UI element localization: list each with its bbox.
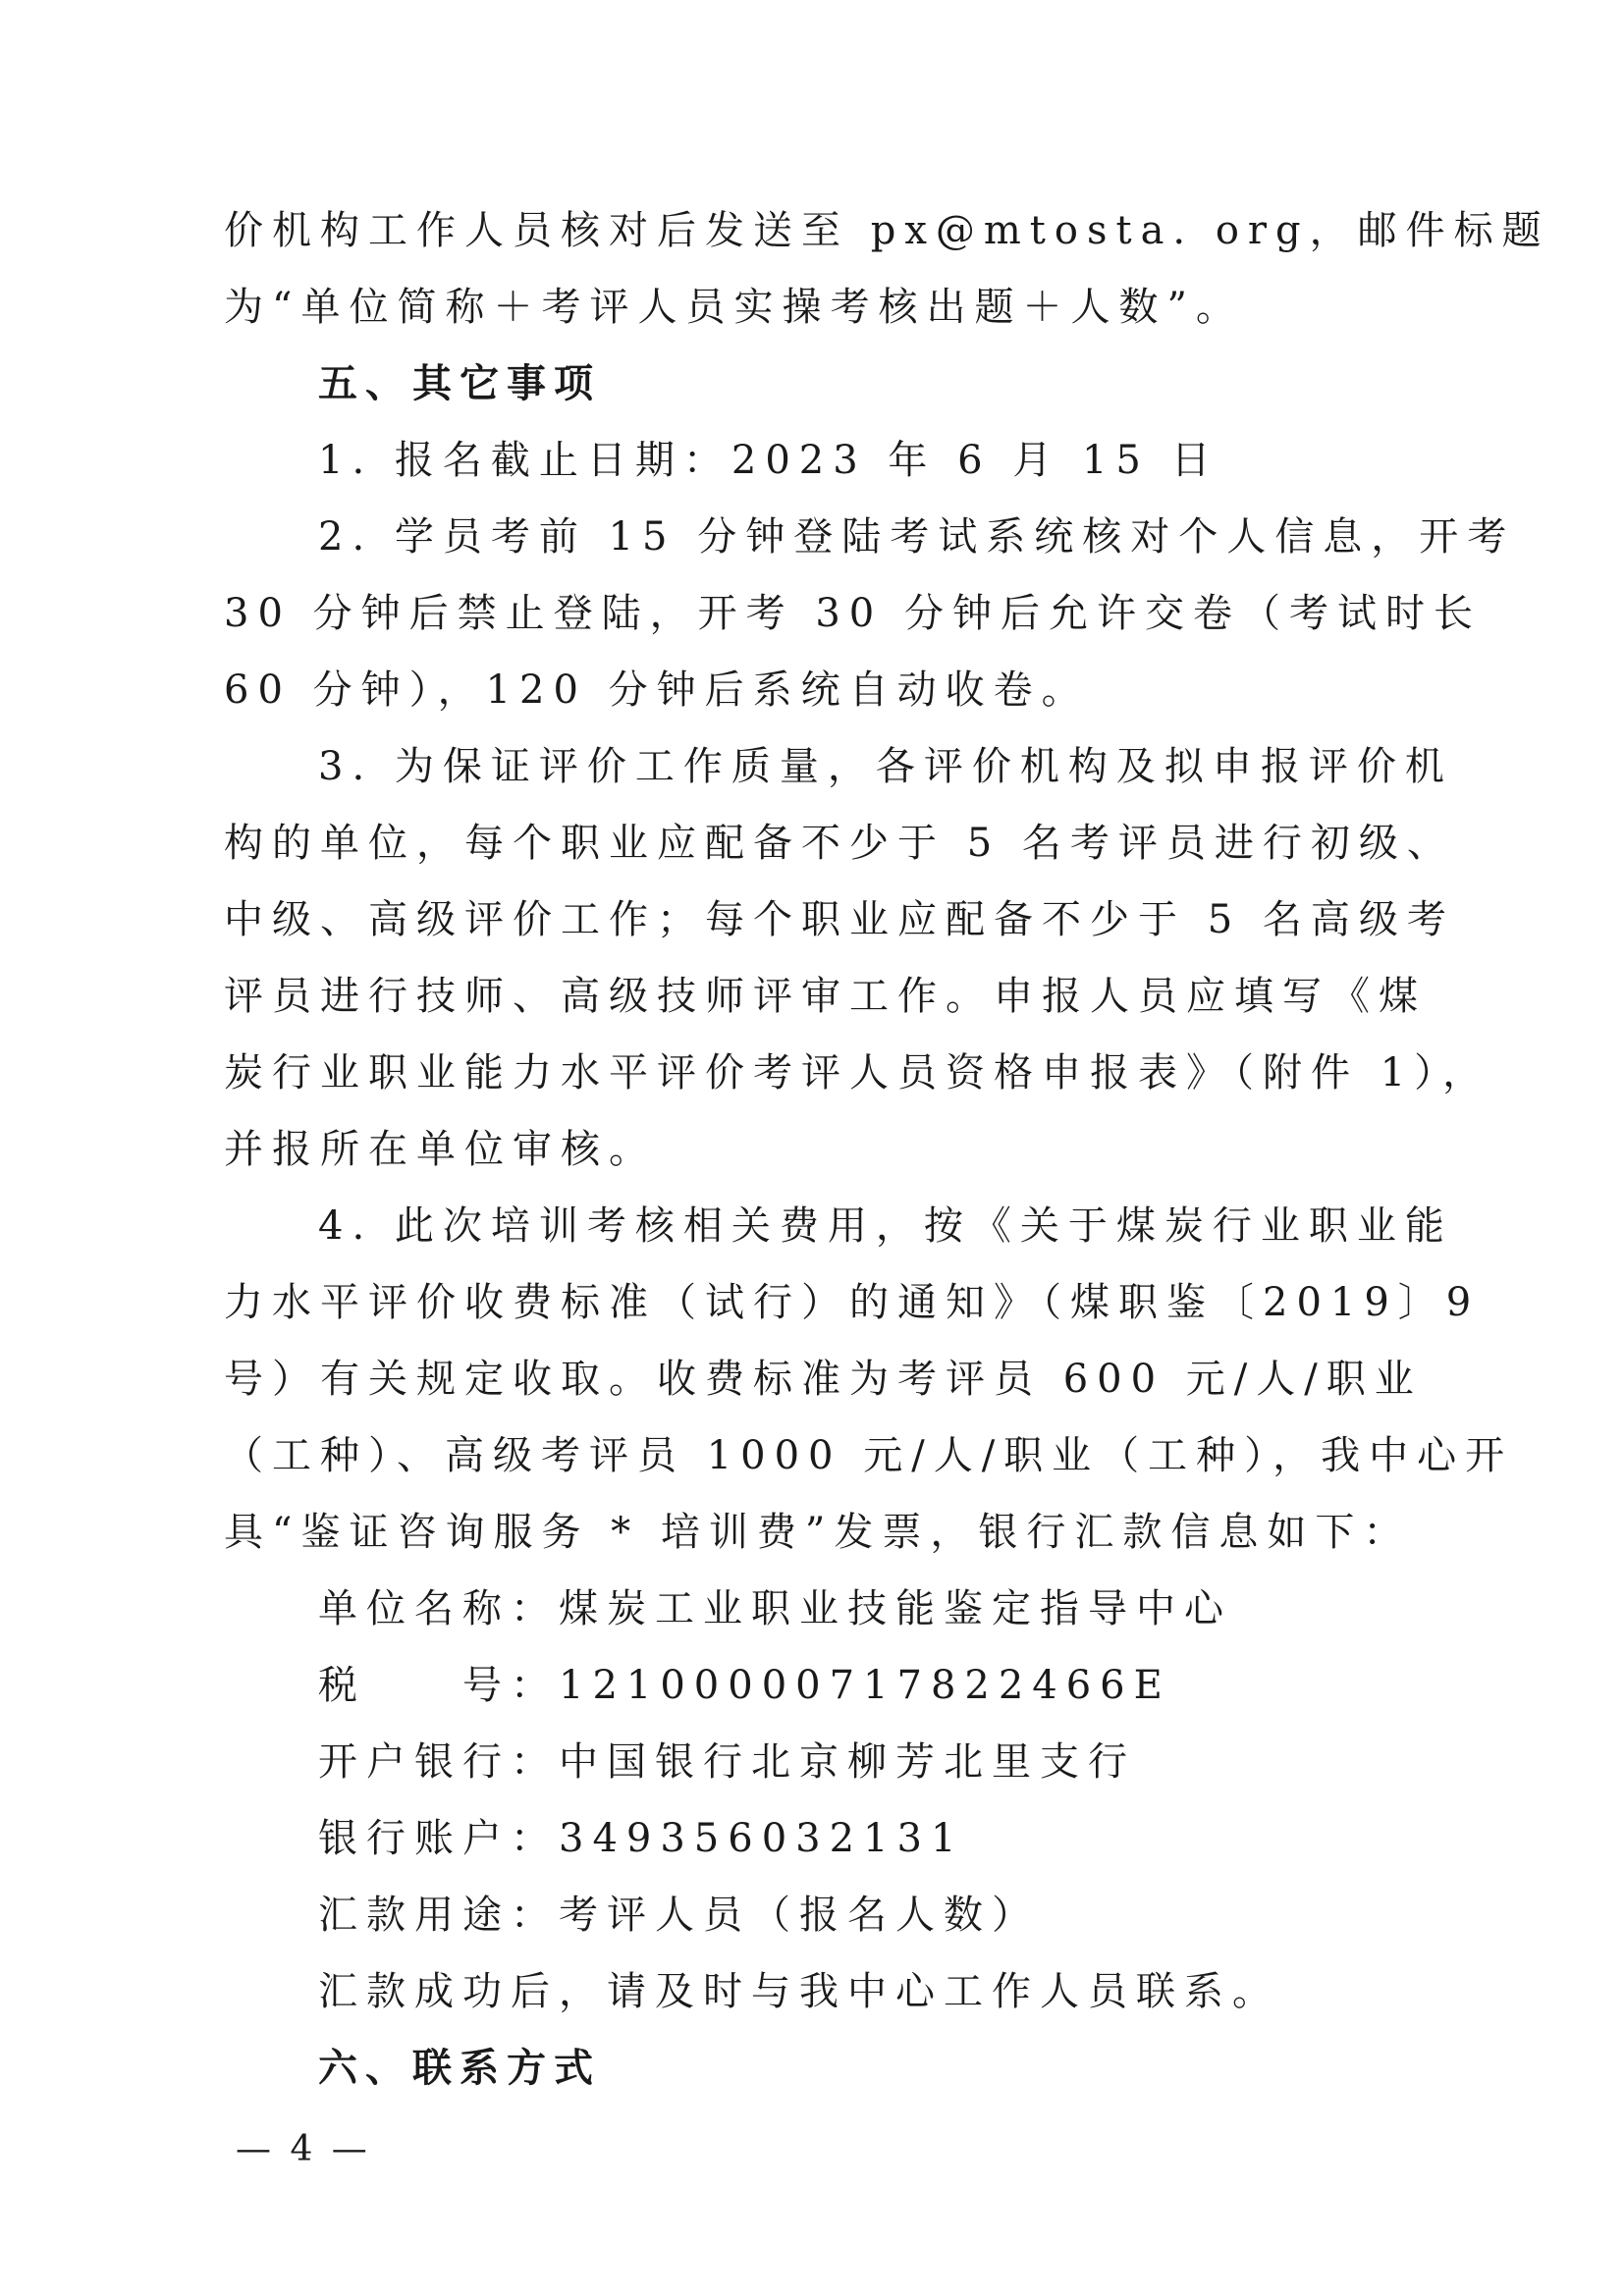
item-fees-line-3: 号）有关规定收取。收费标准为考评员 600 元/人/职业 bbox=[224, 1357, 1423, 1402]
bank-info-bank-name: 开户银行：中国银行北京柳芳北里支行 bbox=[318, 1739, 1136, 1785]
item-fees-line-2: 力水平评价收费标准（试行）的通知》（煤职鉴〔2019〕9 bbox=[224, 1280, 1481, 1325]
section-heading-other-matters: 五、其它事项 bbox=[318, 361, 601, 406]
paragraph-line-email-subject: 为“单位简称＋考评人员实操考核出题＋人数”。 bbox=[224, 285, 1244, 330]
item-fees-line-4: （工种）、高级考评员 1000 元/人/职业（工种），我中心开 bbox=[224, 1433, 1514, 1478]
document-body bbox=[224, 192, 1550, 2107]
item-fees-line-1: 4. 此次培训考核相关费用，按《关于煤炭行业职业能 bbox=[318, 1203, 1453, 1249]
bank-info-contact-note: 汇款成功后，请及时与我中心工作人员联系。 bbox=[318, 1969, 1280, 2014]
item-quality-line-4: 评员进行技师、高级技师评审工作。申报人员应填写《煤 bbox=[224, 974, 1427, 1019]
item-quality-line-5: 炭行业职业能力水平评价考评人员资格申报表》（附件 1）， bbox=[224, 1050, 1491, 1095]
item-exam-login-line-2: 30 分钟后禁止登陆，开考 30 分钟后允许交卷（考试时长 bbox=[224, 591, 1482, 636]
item-exam-login-line-1: 2. 学员考前 15 分钟登陆考试系统核对个人信息，开考 bbox=[318, 514, 1516, 560]
item-quality-line-6: 并报所在单位审核。 bbox=[224, 1127, 657, 1172]
item-quality-line-3: 中级、高级评价工作；每个职业应配备不少于 5 名高级考 bbox=[224, 897, 1455, 942]
item-exam-login-line-3: 60 分钟），120 分钟后系统自动收卷。 bbox=[224, 667, 1090, 713]
paragraph-line-email-instruction: 价机构工作人员核对后发送至 px@mtosta. org，邮件标题 bbox=[224, 208, 1550, 253]
page-number: — 4 — bbox=[236, 2129, 371, 2169]
item-quality-line-1: 3. 为保证评价工作质量，各评价机构及拟申报评价机 bbox=[318, 744, 1453, 789]
item-fees-line-5: 具“鉴证咨询服务 * 培训费”发票，银行汇款信息如下： bbox=[224, 1510, 1412, 1555]
section-heading-contact: 六、联系方式 bbox=[318, 2046, 601, 2091]
item-registration-deadline: 1. 报名截止日期：2023 年 6 月 15 日 bbox=[318, 438, 1219, 483]
item-quality-line-2: 构的单位，每个职业应配备不少于 5 名考评员进行初级、 bbox=[224, 821, 1455, 866]
bank-info-account: 银行账户：349356032131 bbox=[318, 1816, 965, 1861]
bank-info-unit-name: 单位名称：煤炭工业职业技能鉴定指导中心 bbox=[318, 1586, 1232, 1631]
bank-info-purpose: 汇款用途：考评人员（报名人数） bbox=[318, 1893, 1040, 1938]
bank-info-tax-number: 税 号：12100000717822466E bbox=[318, 1663, 1171, 1708]
